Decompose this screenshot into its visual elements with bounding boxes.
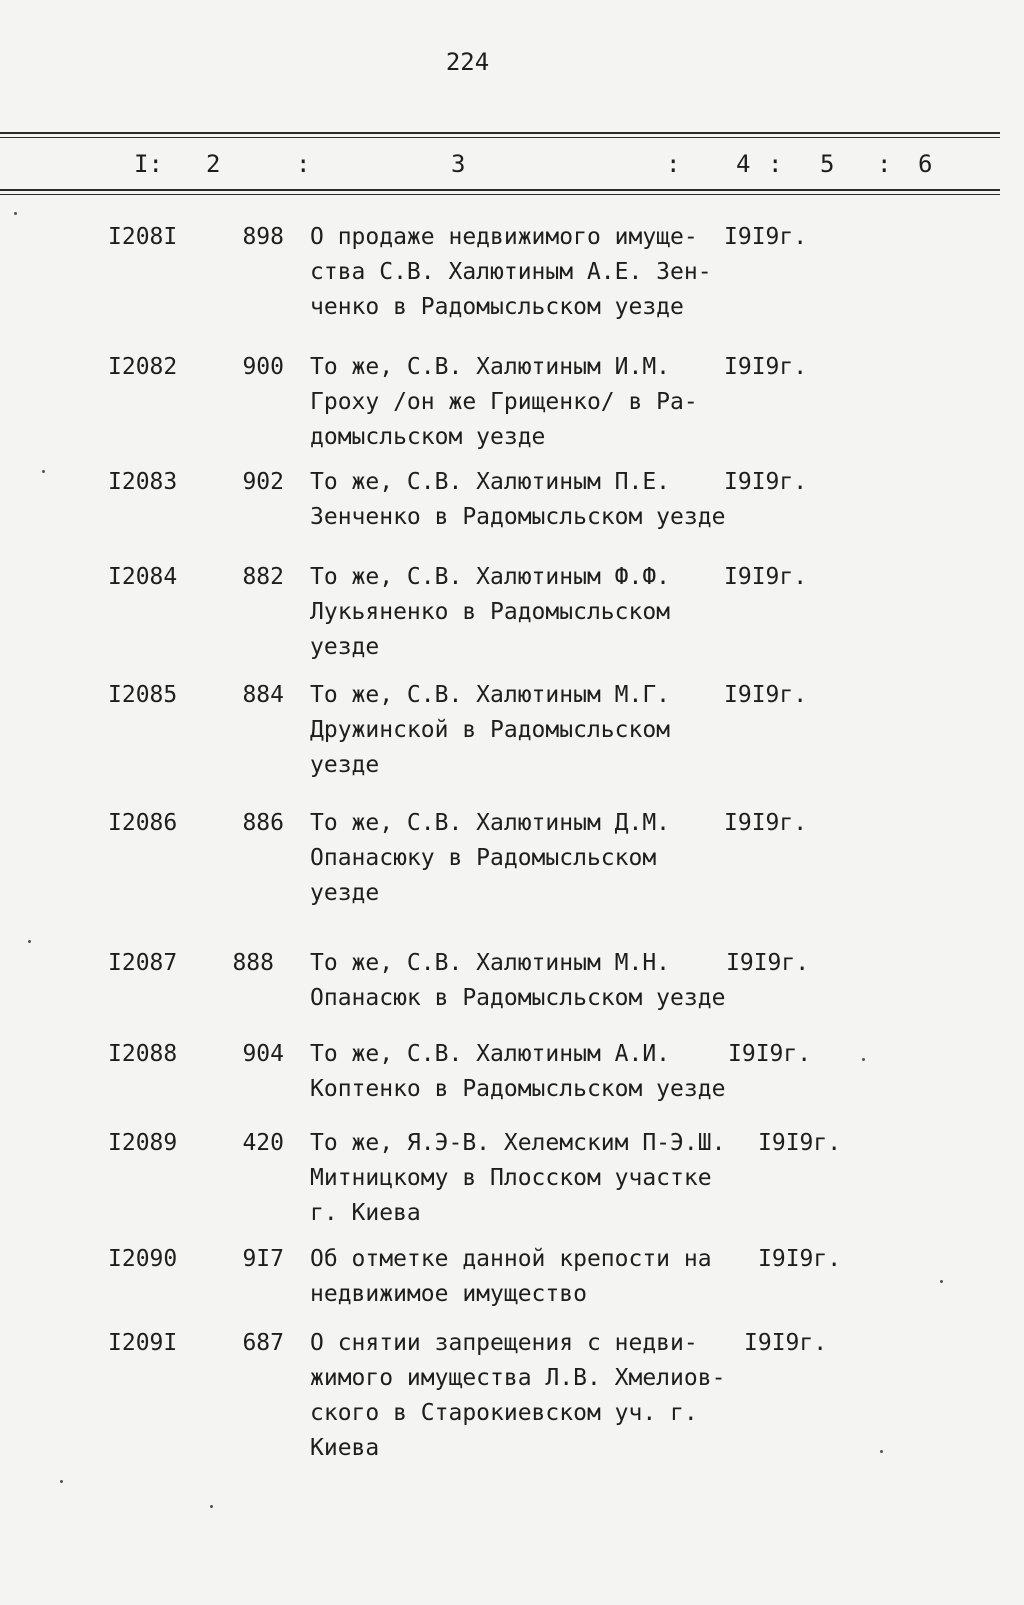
file-number: 884 bbox=[242, 682, 284, 708]
entry-description bbox=[310, 678, 740, 783]
file-number: 886 bbox=[242, 810, 284, 836]
file-number: 420 bbox=[242, 1130, 284, 1156]
description-line: То же, С.В. Халютиным И.М. bbox=[310, 354, 671, 380]
entry-description bbox=[310, 1326, 740, 1466]
entry-number: I2083 bbox=[108, 469, 178, 495]
description-line: ского в Старокиевском уч. г. bbox=[310, 1400, 698, 1426]
entry-year: I9I9г. bbox=[726, 950, 810, 976]
description-line: Гроху /он же Грищенко/ в Ра- bbox=[310, 389, 698, 415]
file-number: 9I7 bbox=[242, 1246, 284, 1272]
header-bottom-rule-thin bbox=[0, 194, 1000, 195]
column-header-4: 4 bbox=[736, 150, 751, 178]
entry-description bbox=[310, 946, 740, 1016]
description-line: То же, С.В. Халютиным М.Н. bbox=[310, 950, 671, 976]
entry-year: I9I9г. bbox=[758, 1246, 842, 1272]
entry-description bbox=[310, 1037, 740, 1107]
file-number: 882 bbox=[242, 564, 284, 590]
description-line: Митницкому в Плосском участке bbox=[310, 1165, 712, 1191]
scan-speck bbox=[210, 1505, 213, 1508]
description-line: То же, С.В. Халютиным А.И. bbox=[310, 1041, 671, 1067]
description-line: уезде bbox=[310, 880, 380, 906]
entry-year: I9I9г. bbox=[724, 682, 808, 708]
description-line: Коптенко в Радомысльском уезде bbox=[310, 1076, 726, 1102]
entry-number: I209I bbox=[108, 1330, 178, 1356]
entry-year: I9I9г. bbox=[724, 354, 808, 380]
entry-year: I9I9г. bbox=[724, 469, 808, 495]
entry-description bbox=[310, 1126, 740, 1231]
description-line: домысльском уезде bbox=[310, 424, 546, 450]
entry-year: I9I9г. bbox=[724, 224, 808, 250]
description-line: Лукьяненко в Радомысльском bbox=[310, 599, 671, 625]
description-line: уезде bbox=[310, 634, 380, 660]
entry-year: I9I9г. bbox=[744, 1330, 828, 1356]
entry-year: I9I9г. bbox=[758, 1130, 842, 1156]
entry-description bbox=[310, 1242, 740, 1312]
entry-number: I2089 bbox=[108, 1130, 178, 1156]
entry-number: I2087 bbox=[108, 950, 178, 976]
description-line: Киева bbox=[310, 1435, 380, 1461]
column-separator: : bbox=[666, 150, 681, 178]
scan-speck bbox=[42, 470, 45, 473]
description-line: То же, С.В. Халютиным Ф.Ф. bbox=[310, 564, 671, 590]
column-header-5: 5 bbox=[820, 150, 835, 178]
column-header-6: 6 bbox=[918, 150, 933, 178]
entry-number: I2088 bbox=[108, 1041, 178, 1067]
scan-speck bbox=[60, 1480, 63, 1483]
description-line: Дружинской в Радомысльском bbox=[310, 717, 671, 743]
description-line: О продаже недвижимого имуще- bbox=[310, 224, 698, 250]
column-separator: : bbox=[296, 150, 311, 178]
entry-description bbox=[310, 220, 740, 325]
file-number: 687 bbox=[242, 1330, 284, 1356]
description-line: Зенченко в Радомысльском уезде bbox=[310, 504, 726, 530]
file-number: 902 bbox=[242, 469, 284, 495]
scan-speck bbox=[28, 940, 31, 943]
file-number: 888 bbox=[232, 950, 274, 976]
scan-speck bbox=[862, 1058, 865, 1061]
column-separator: : bbox=[768, 150, 783, 178]
entry-year: I9I9г. bbox=[728, 1041, 812, 1067]
description-line: То же, С.В. Халютиным М.Г. bbox=[310, 682, 671, 708]
column-header-3: 3 bbox=[451, 150, 466, 178]
scan-speck bbox=[880, 1450, 883, 1453]
column-separator: : bbox=[877, 150, 892, 178]
description-line: То же, С.В. Халютиным Д.М. bbox=[310, 810, 671, 836]
description-line: То же, Я.Э-В. Хелемским П-Э.Ш. bbox=[310, 1130, 726, 1156]
entry-description bbox=[310, 560, 740, 665]
entry-number: I2086 bbox=[108, 810, 178, 836]
description-line: жимого имущества Л.В. Хмелиов- bbox=[310, 1365, 726, 1391]
entry-year: I9I9г. bbox=[724, 810, 808, 836]
page-number: 224 bbox=[445, 48, 490, 76]
header-top-rule bbox=[0, 132, 1000, 134]
description-line: ченко в Радомысльском уезде bbox=[310, 294, 684, 320]
description-line: О снятии запрещения с недви- bbox=[310, 1330, 698, 1356]
entry-number: I2090 bbox=[108, 1246, 178, 1272]
entry-description bbox=[310, 465, 740, 535]
header-top-rule-thin bbox=[0, 137, 1000, 138]
file-number: 904 bbox=[242, 1041, 284, 1067]
description-line: Опанасюк в Радомысльском уезде bbox=[310, 985, 726, 1011]
entry-number: I2084 bbox=[108, 564, 178, 590]
description-line: уезде bbox=[310, 752, 380, 778]
file-number: 900 bbox=[242, 354, 284, 380]
entry-number: I2082 bbox=[108, 354, 178, 380]
entry-number: I2085 bbox=[108, 682, 178, 708]
column-header-2: 2 bbox=[206, 150, 221, 178]
description-line: Опанасюку в Радомысльском bbox=[310, 845, 657, 871]
header-bottom-rule bbox=[0, 189, 1000, 191]
scan-speck bbox=[14, 212, 17, 215]
description-line: г. Киева bbox=[310, 1200, 421, 1226]
description-line: Об отметке данной крепости на bbox=[310, 1246, 712, 1272]
entry-number: I208I bbox=[108, 224, 178, 250]
entry-description bbox=[310, 806, 740, 911]
entry-year: I9I9г. bbox=[724, 564, 808, 590]
entry-description bbox=[310, 350, 740, 455]
description-line: ства С.В. Халютиным А.Е. Зен- bbox=[310, 259, 712, 285]
scan-speck bbox=[940, 1280, 943, 1283]
description-line: недвижимое имущество bbox=[310, 1281, 587, 1307]
description-line: То же, С.В. Халютиным П.Е. bbox=[310, 469, 671, 495]
column-header-1: I: bbox=[134, 150, 163, 178]
file-number: 898 bbox=[242, 224, 284, 250]
